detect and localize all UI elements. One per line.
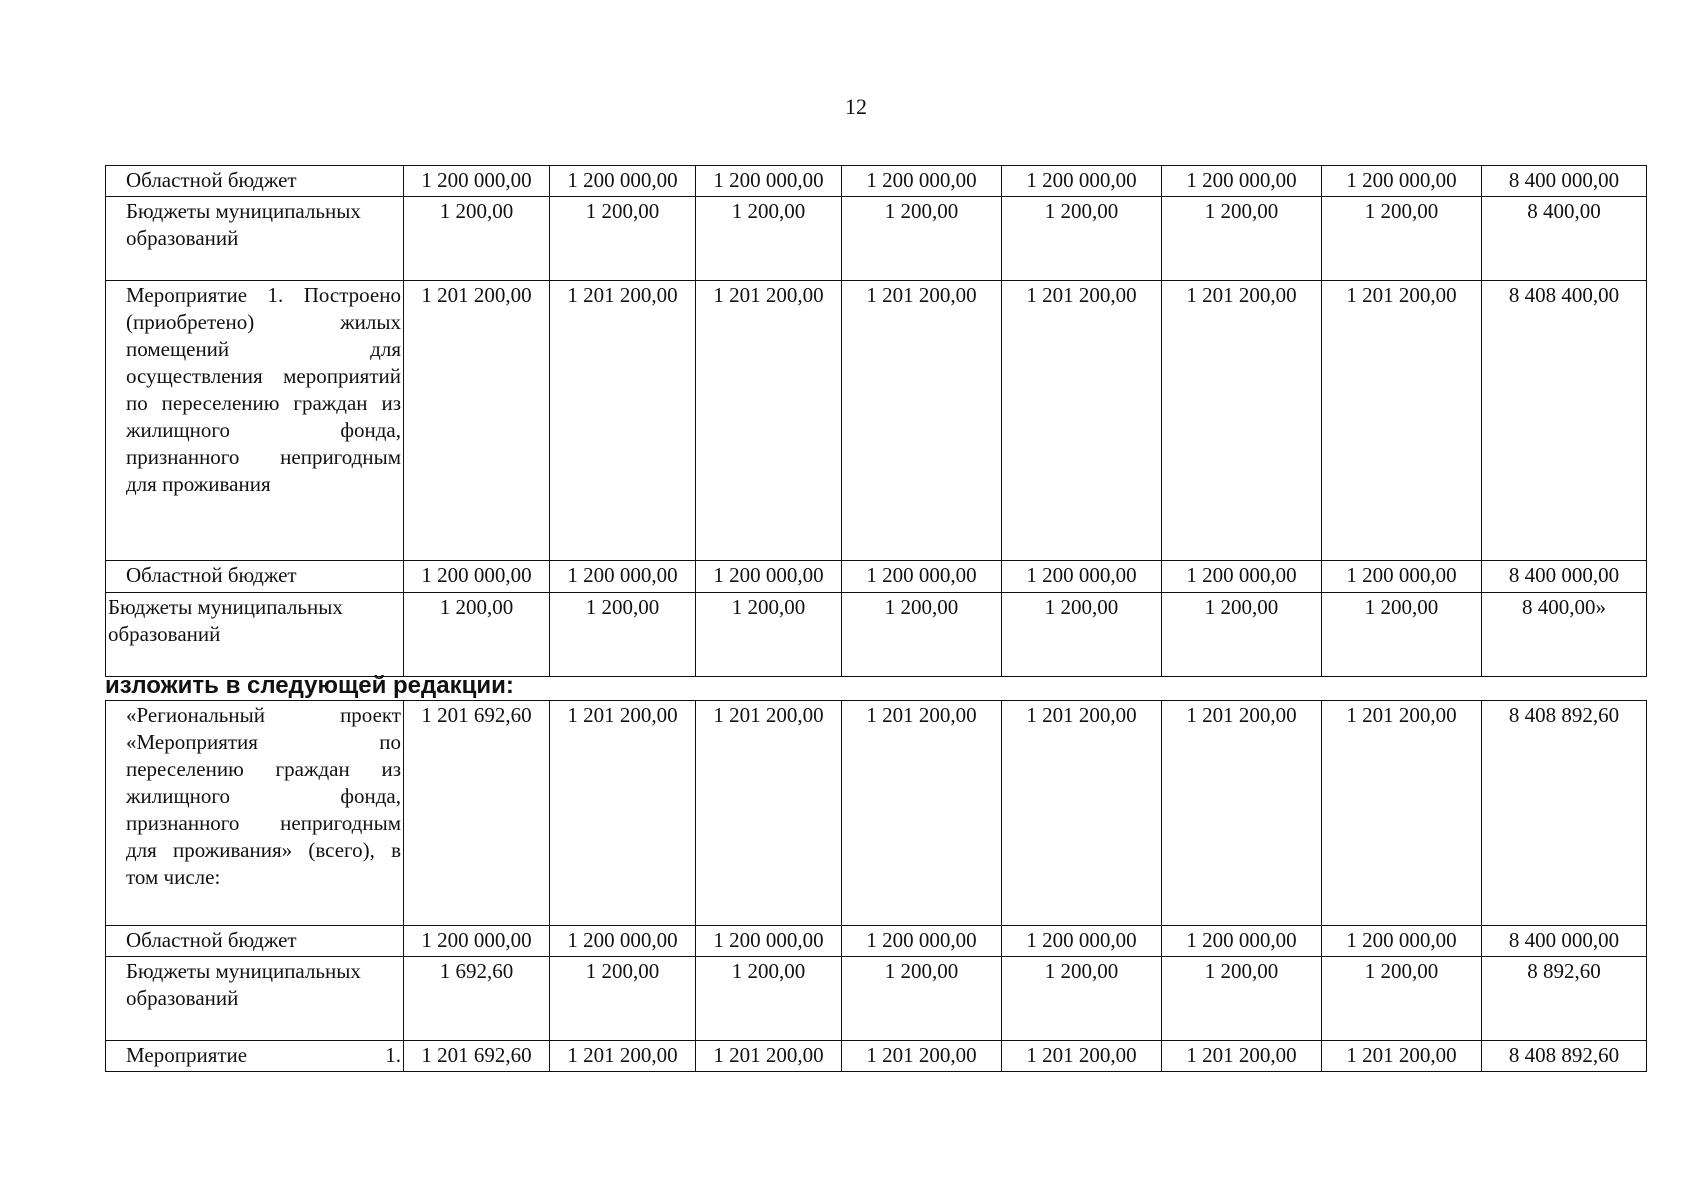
value-cell: 1 200,00 (842, 197, 1002, 281)
page-number: 12 (845, 94, 867, 119)
value-cell: 1 200,00 (550, 593, 696, 677)
table-row (106, 561, 1647, 593)
value-cell: 1 200,00 (550, 957, 696, 1041)
value-cell: 1 200,00 (1322, 957, 1482, 1041)
value-cell: 1 201 200,00 (1002, 701, 1162, 926)
value-cell: 1 201 200,00 (1162, 1041, 1322, 1072)
value-cell: 1 200 000,00 (1162, 926, 1322, 957)
value-cell: 1 200 000,00 (404, 166, 550, 197)
table-row (106, 197, 1647, 281)
value-cell: 1 200 000,00 (1002, 561, 1162, 593)
total-cell: 8 408 892,60 (1482, 701, 1647, 926)
row-label: «Региональный проект «Мероприятия по переселению граждан из жилищного фонда, признанного непригодным для проживания» (всего), в том числе: (106, 701, 404, 926)
value-cell: 1 200,00 (1162, 593, 1322, 677)
total-cell: 8 400 000,00 (1482, 561, 1647, 593)
value-cell: 1 200,00 (842, 957, 1002, 1041)
total-cell: 8 400,00» (1482, 593, 1647, 677)
value-cell: 1 200,00 (404, 593, 550, 677)
value-cell: 1 201 200,00 (696, 701, 842, 926)
value-cell: 1 200 000,00 (696, 926, 842, 957)
row-label: Мероприятие 1. (106, 1041, 404, 1072)
value-cell: 1 200 000,00 (550, 166, 696, 197)
row-label: Областной бюджет (106, 561, 404, 593)
row-label: Бюджеты муниципальных образований (106, 957, 404, 1041)
value-cell: 1 200 000,00 (550, 561, 696, 593)
total-cell: 8 400 000,00 (1482, 166, 1647, 197)
value-cell: 1 200,00 (1002, 593, 1162, 677)
table-row (106, 957, 1647, 1041)
total-cell: 8 400,00 (1482, 197, 1647, 281)
total-cell: 8 892,60 (1482, 957, 1647, 1041)
value-cell: 1 200 000,00 (842, 561, 1002, 593)
total-cell: 8 400 000,00 (1482, 926, 1647, 957)
row-label: Областной бюджет (106, 166, 404, 197)
value-cell: 1 201 200,00 (1162, 281, 1322, 561)
value-cell: 1 201 200,00 (1002, 1041, 1162, 1072)
table-row (106, 281, 1647, 561)
value-cell: 1 200,00 (1322, 593, 1482, 677)
value-cell: 1 200,00 (1162, 957, 1322, 1041)
value-cell: 1 201 200,00 (1322, 281, 1482, 561)
row-label: Бюджеты муниципальных образований (106, 197, 404, 281)
value-cell: 1 692,60 (404, 957, 550, 1041)
value-cell: 1 200,00 (1002, 197, 1162, 281)
value-cell: 1 201 200,00 (550, 281, 696, 561)
value-cell: 1 200 000,00 (1322, 561, 1482, 593)
value-cell: 1 201 200,00 (550, 701, 696, 926)
value-cell: 1 200,00 (1322, 197, 1482, 281)
value-cell: 1 201 200,00 (1162, 701, 1322, 926)
value-cell: 1 201 200,00 (1322, 701, 1482, 926)
budget-table-new (105, 700, 1647, 1072)
value-cell: 1 201 200,00 (696, 1041, 842, 1072)
value-cell: 1 200 000,00 (404, 926, 550, 957)
total-cell: 8 408 892,60 (1482, 1041, 1647, 1072)
value-cell: 1 201 692,60 (404, 1041, 550, 1072)
table-body (106, 701, 1647, 1072)
budget-table-current (105, 165, 1647, 677)
value-cell: 1 200 000,00 (1162, 166, 1322, 197)
value-cell: 1 201 200,00 (1002, 281, 1162, 561)
row-label: Мероприятие 1. Построено (приобретено) жилых помещений для осуществления мероприятий по переселению граждан из жилищного фонда, признанного непригодным для проживания (106, 281, 404, 561)
value-cell: 1 200 000,00 (1322, 166, 1482, 197)
value-cell: 1 200,00 (842, 593, 1002, 677)
total-cell: 8 408 400,00 (1482, 281, 1647, 561)
value-cell: 1 200 000,00 (1002, 166, 1162, 197)
value-cell: 1 200 000,00 (696, 561, 842, 593)
value-cell: 1 200 000,00 (1162, 561, 1322, 593)
value-cell: 1 200 000,00 (404, 561, 550, 593)
table-row (106, 1041, 1647, 1072)
value-cell: 1 201 200,00 (842, 701, 1002, 926)
row-label: Бюджеты муниципальных образований (106, 593, 404, 677)
value-cell: 1 201 200,00 (404, 281, 550, 561)
value-cell: 1 200 000,00 (842, 166, 1002, 197)
instruction-text: изложить в следующей редакции: (105, 672, 514, 699)
value-cell: 1 200,00 (696, 957, 842, 1041)
value-cell: 1 200,00 (1002, 957, 1162, 1041)
value-cell: 1 200 000,00 (550, 926, 696, 957)
value-cell: 1 200,00 (404, 197, 550, 281)
value-cell: 1 200,00 (696, 593, 842, 677)
value-cell: 1 200 000,00 (696, 166, 842, 197)
value-cell: 1 200 000,00 (842, 926, 1002, 957)
value-cell: 1 201 200,00 (696, 281, 842, 561)
value-cell: 1 200,00 (1162, 197, 1322, 281)
value-cell: 1 201 692,60 (404, 701, 550, 926)
table-body (106, 166, 1647, 677)
value-cell: 1 201 200,00 (1322, 1041, 1482, 1072)
value-cell: 1 201 200,00 (550, 1041, 696, 1072)
value-cell: 1 200,00 (696, 197, 842, 281)
table-row (106, 166, 1647, 197)
value-cell: 1 201 200,00 (842, 281, 1002, 561)
value-cell: 1 200 000,00 (1322, 926, 1482, 957)
table-row (106, 593, 1647, 677)
value-cell: 1 200 000,00 (1002, 926, 1162, 957)
row-label: Областной бюджет (106, 926, 404, 957)
table-row (106, 926, 1647, 957)
value-cell: 1 200,00 (550, 197, 696, 281)
table-row (106, 701, 1647, 926)
value-cell: 1 201 200,00 (842, 1041, 1002, 1072)
